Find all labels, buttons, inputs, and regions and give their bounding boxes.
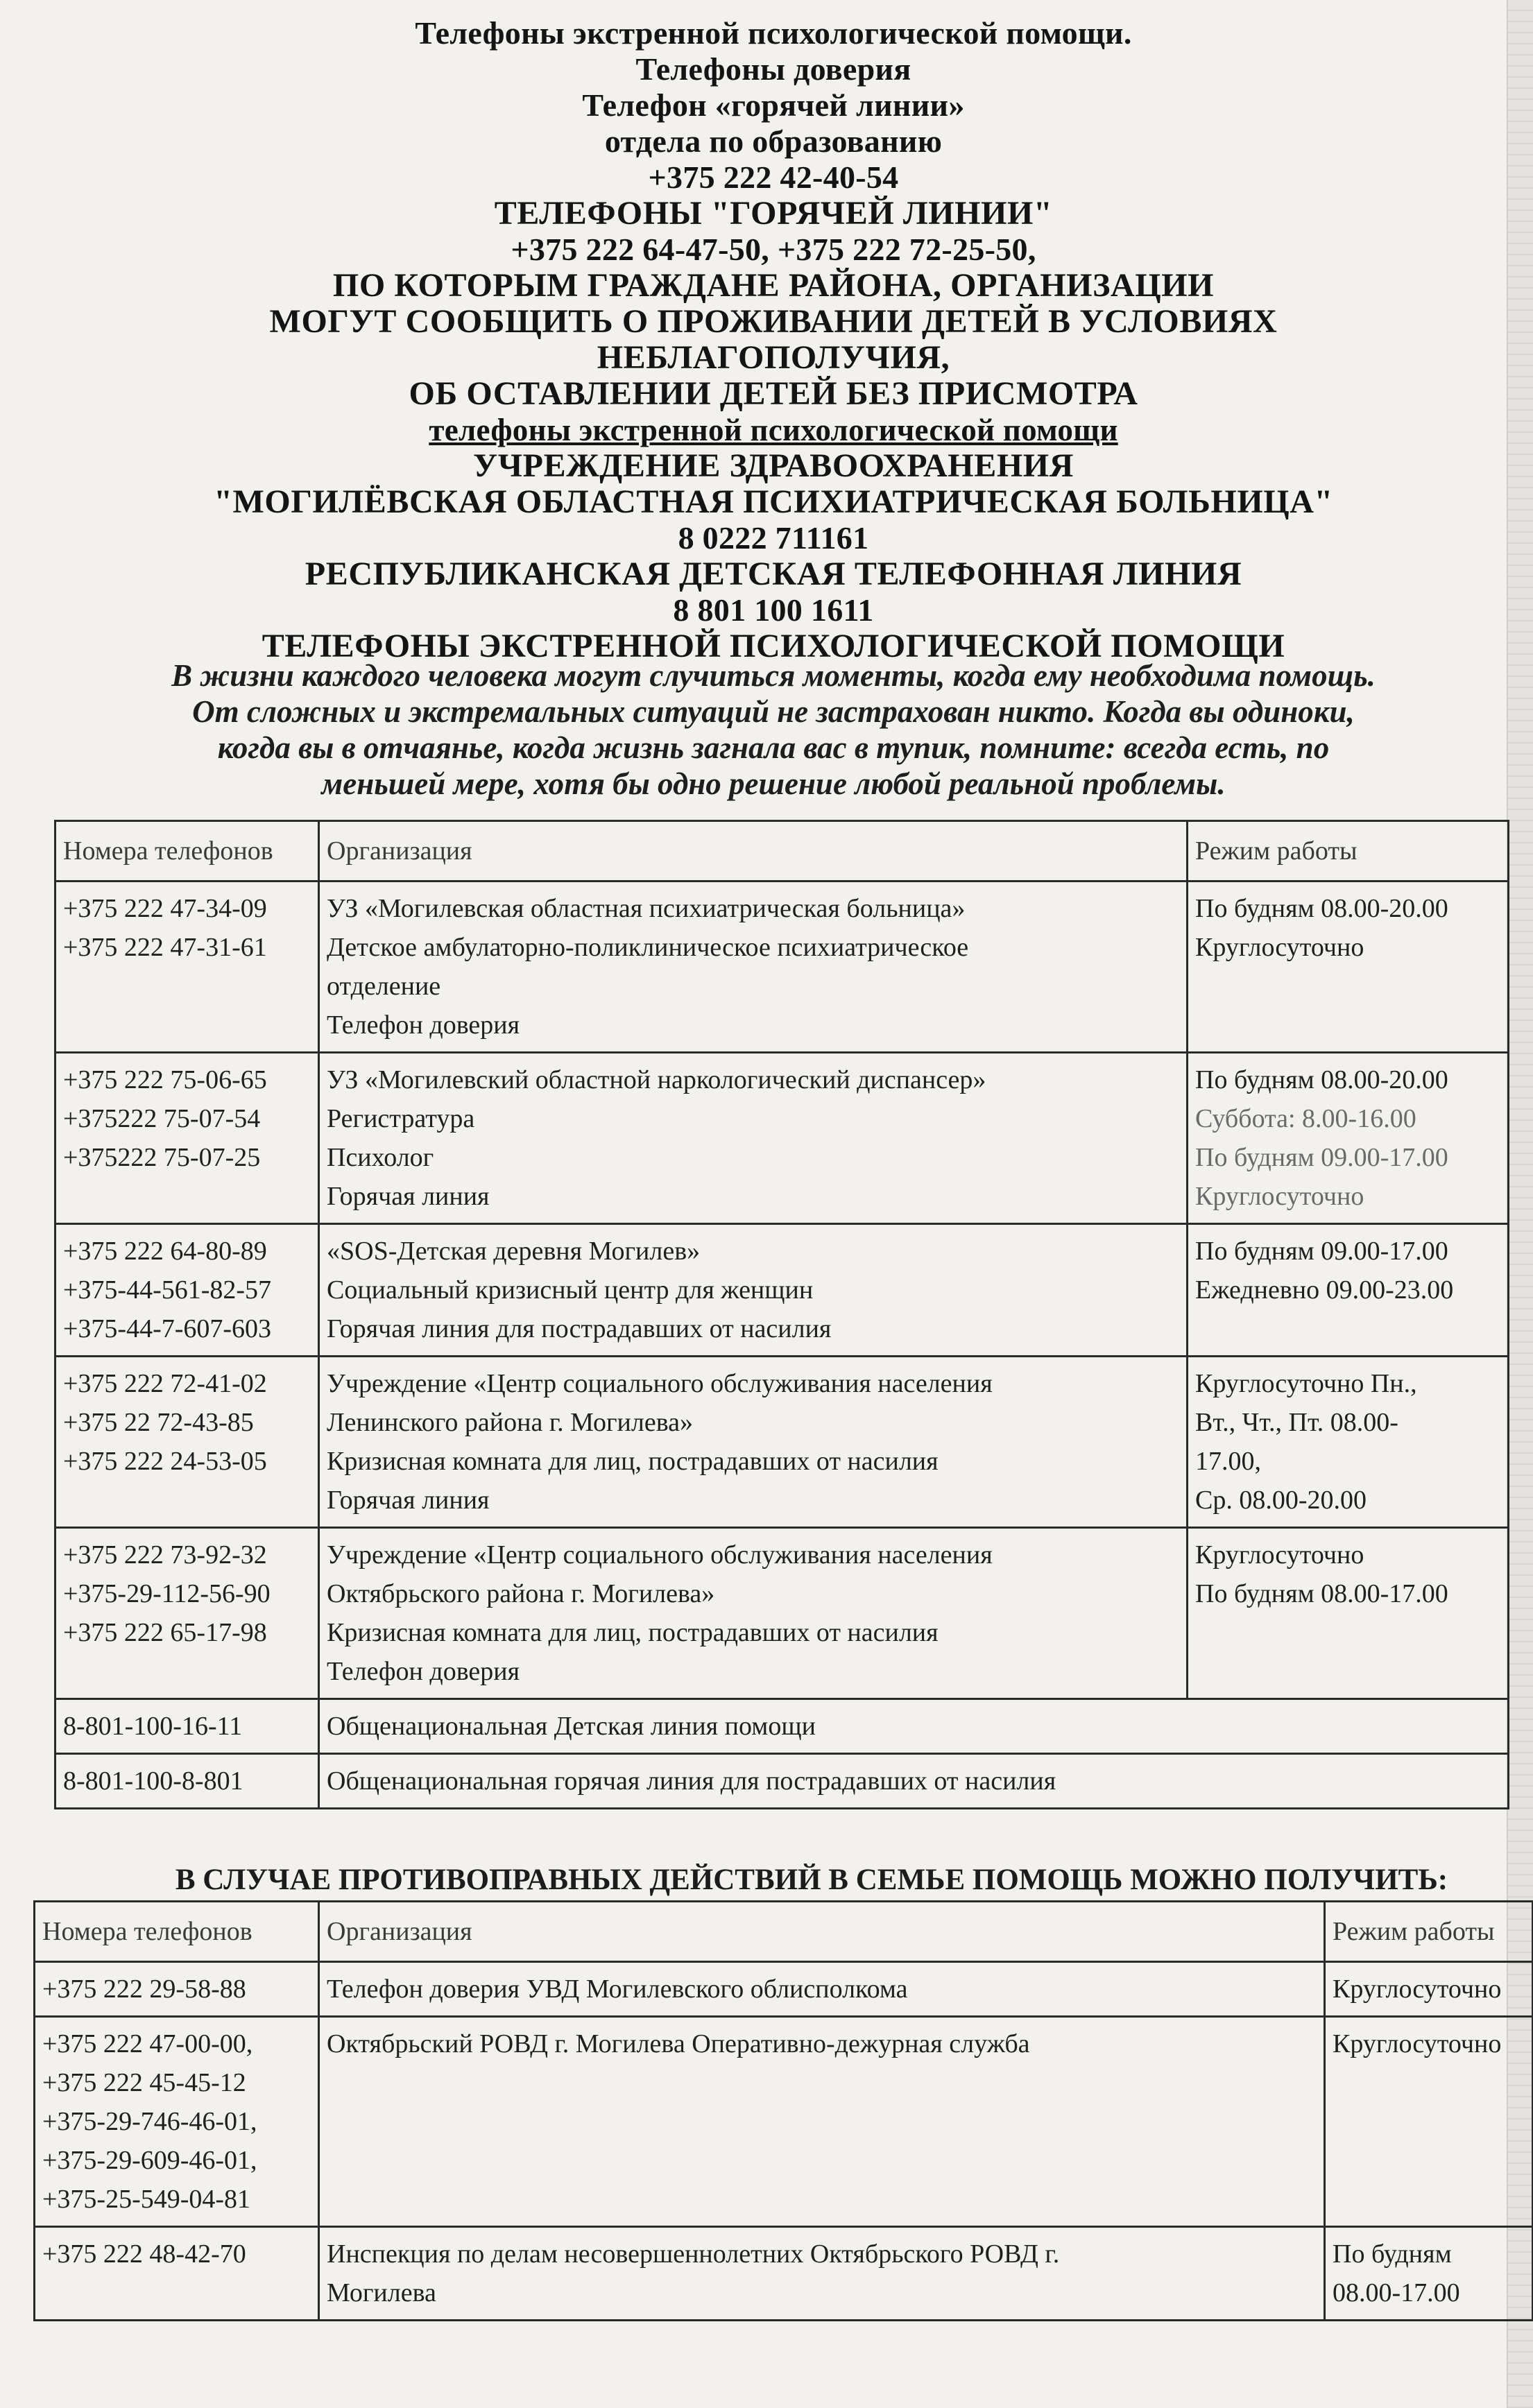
org-line: Ленинского района г. Могилева»: [327, 1408, 694, 1437]
organization-cell: [319, 882, 1188, 1053]
police-help-table: [33, 1900, 1533, 2321]
org-line: Телефон доверия УВД Могилевского облисполкома: [327, 1975, 908, 2004]
phone-number: 8-801-100-8-801: [63, 1766, 243, 1796]
document-header: [42, 15, 1505, 664]
hours-cell: [1325, 2227, 1533, 2321]
org-line: УЗ «Могилевский областной наркологический диспансер»: [327, 1065, 986, 1094]
phone-number: +375 222 47-00-00,: [42, 2029, 253, 2058]
phones-cell: [55, 1528, 319, 1699]
org-line: Инспекция по делам несовершеннолетних Октябрьского РОВД г.: [327, 2239, 1060, 2269]
hours-line: Круглосуточно: [1333, 1975, 1502, 2004]
hours-cell: [1188, 1053, 1509, 1224]
table-row: [35, 2227, 1533, 2321]
phone-number: +375 222 75-06-65: [63, 1065, 267, 1094]
intro-paragraph: [42, 657, 1505, 802]
header-line: отдела по образованию: [604, 123, 943, 159]
org-line: Октябрьского района г. Могилева»: [327, 1579, 715, 1608]
organization-cell: [319, 1754, 1509, 1809]
intro-line: От сложных и экстремальных ситуаций не застрахован никто. Когда вы одиноки,: [192, 694, 1355, 729]
hours-cell: [1325, 2017, 1533, 2227]
organization-cell: [319, 1699, 1509, 1754]
hours-line: По будням 09.00-17.00: [1195, 1237, 1448, 1266]
phone-number: +375-29-609-46-01,: [42, 2146, 257, 2175]
phone-number: +375 222 72-41-02: [63, 1369, 267, 1398]
header-line: +375 222 64-47-50, +375 222 72-25-50,: [511, 232, 1036, 267]
hours-line: По будням 08.00-20.00: [1195, 1065, 1448, 1094]
intro-line: меньшей мере, хотя бы одно решение любой реальной проблемы.: [321, 766, 1226, 801]
hours-line: Вт., Чт., Пт. 08.00-: [1195, 1408, 1398, 1437]
phone-number: +375222 75-07-54: [63, 1104, 261, 1133]
org-line: Октябрьский РОВД г. Могилева Оперативно-дежурная служба: [327, 2029, 1030, 2058]
hours-line: Круглосуточно: [1195, 933, 1364, 962]
table-row: [55, 1357, 1509, 1528]
header-line: Телефоны экстренной психологической помощи.: [415, 15, 1132, 51]
hours-line: Круглосуточно: [1195, 1540, 1364, 1570]
org-line: Социальный кризисный центр для женщин: [327, 1275, 814, 1305]
hours-cell: [1188, 1224, 1509, 1357]
hours-line: 08.00-17.00: [1333, 2278, 1460, 2307]
hours-line: 17.00,: [1195, 1447, 1261, 1476]
hours-line: Ежедневно 09.00-23.00: [1195, 1275, 1454, 1305]
column-header-hours: Режим работы: [1188, 821, 1509, 882]
hours-line: Суббота: 8.00-16.00: [1195, 1104, 1416, 1133]
table-row: [55, 882, 1509, 1053]
org-line: Горячая линия: [327, 1486, 490, 1515]
header-line: телефоны экстренной психологической помощи: [429, 413, 1118, 447]
header-line: 8 0222 711161: [678, 520, 869, 556]
org-line: УЗ «Могилевская областная психиатрическая больница»: [327, 894, 966, 923]
org-line: Горячая линия для пострадавших от насилия: [327, 1314, 832, 1343]
phone-number: +375 222 45-45-12: [42, 2068, 246, 2097]
org-line: Кризисная комната для лиц, пострадавших от насилия: [327, 1447, 939, 1476]
header-line: ТЕЛЕФОНЫ "ГОРЯЧЕЙ ЛИНИИ": [494, 195, 1053, 232]
column-header-phones: Номера телефонов: [35, 1902, 319, 1962]
hours-line: Круглосуточно: [1333, 2029, 1502, 2058]
org-line: отделение: [327, 972, 441, 1001]
psychological-help-table: [54, 820, 1509, 1809]
section-title: В СЛУЧАЕ ПРОТИВОПРАВНЫХ ДЕЙСТВИЙ В СЕМЬЕ ПОМОЩЬ МОЖНО ПОЛУЧИТЬ:: [175, 1864, 1448, 1896]
phone-number: +375 222 47-34-09: [63, 894, 267, 923]
org-line: Телефон доверия: [327, 1657, 520, 1686]
phone-number: 8-801-100-16-11: [63, 1712, 243, 1741]
header-line: НЕБЛАГОПОЛУЧИЯ,: [597, 339, 950, 376]
header-line: ТЕЛЕФОНЫ ЭКСТРЕННОЙ ПСИХОЛОГИЧЕСКОЙ ПОМОЩИ: [262, 628, 1285, 664]
org-line: Психолог: [327, 1143, 434, 1172]
hours-line: По будням 08.00-17.00: [1195, 1579, 1448, 1608]
column-header-hours: Режим работы: [1325, 1902, 1533, 1962]
phones-cell: [35, 1962, 319, 2017]
table-row: [55, 1528, 1509, 1699]
phone-number: +375-44-561-82-57: [63, 1275, 272, 1305]
phone-number: +375 222 73-92-32: [63, 1540, 267, 1570]
table-row: [55, 1754, 1509, 1809]
organization-cell: [319, 1962, 1325, 2017]
phone-number: +375 222 48-42-70: [42, 2239, 246, 2269]
hours-line: По будням: [1333, 2239, 1452, 2269]
org-line: Телефон доверия: [327, 1011, 520, 1040]
phone-number: +375-44-7-607-603: [63, 1314, 272, 1343]
table-row: [55, 1224, 1509, 1357]
organization-cell: [319, 1357, 1188, 1528]
table-row: [55, 1053, 1509, 1224]
phones-cell: [35, 2017, 319, 2227]
phone-number: +375-29-112-56-90: [63, 1579, 271, 1608]
phones-cell: [55, 1699, 319, 1754]
org-line: Общенациональная Детская линия помощи: [327, 1712, 816, 1741]
hours-line: Ср. 08.00-20.00: [1195, 1486, 1367, 1515]
phone-number: +375 222 47-31-61: [63, 933, 267, 962]
intro-line: когда вы в отчаянье, когда жизнь загнала вас в тупик, помните: всегда есть, по: [217, 730, 1330, 765]
table-row: [35, 2017, 1533, 2227]
header-line: +375 222 42-40-54: [648, 160, 899, 195]
header-line: "МОГИЛЁВСКАЯ ОБЛАСТНАЯ ПСИХИАТРИЧЕСКАЯ БОЛЬНИЦА": [214, 483, 1333, 520]
org-line: Могилева: [327, 2278, 436, 2307]
header-line: Телефон «горячей линии»: [582, 87, 965, 123]
organization-cell: [319, 1224, 1188, 1357]
phone-number: +375222 75-07-25: [63, 1143, 261, 1172]
org-line: «SOS-Детская деревня Могилев»: [327, 1237, 701, 1266]
table-header-row: [35, 1902, 1533, 1962]
phone-number: +375 222 24-53-05: [63, 1447, 267, 1476]
hours-cell: [1188, 1528, 1509, 1699]
org-line: Регистратура: [327, 1104, 475, 1133]
header-line: ОБ ОСТАВЛЕНИИ ДЕТЕЙ БЕЗ ПРИСМОТРА: [409, 375, 1138, 412]
organization-cell: [319, 2017, 1325, 2227]
phones-cell: [55, 1357, 319, 1528]
org-line: Учреждение «Центр социального обслуживания населения: [327, 1369, 993, 1398]
org-line: Детское амбулаторно-поликлиническое психиатрическое: [327, 933, 969, 962]
header-line: УЧРЕЖДЕНИЕ ЗДРАВООХРАНЕНИЯ: [473, 447, 1074, 484]
table-row: [55, 1699, 1509, 1754]
header-line: Телефоны доверия: [635, 51, 911, 87]
intro-line: В жизни каждого человека могут случиться моменты, когда ему необходима помощь.: [171, 658, 1376, 693]
header-line: ПО КОТОРЫМ ГРАЖДАНЕ РАЙОНА, ОРГАНИЗАЦИИ: [332, 267, 1215, 304]
hours-line: По будням 09.00-17.00: [1195, 1143, 1448, 1172]
phone-number: +375 222 64-80-89: [63, 1237, 267, 1266]
table-row: [35, 1962, 1533, 2017]
phones-cell: [35, 2227, 319, 2321]
org-line: Общенациональная горячая линия для пострадавших от насилия: [327, 1766, 1056, 1796]
column-header-organization: Организация: [319, 1902, 1325, 1962]
hours-cell: [1188, 882, 1509, 1053]
phone-number: +375 222 29-58-88: [42, 1975, 246, 2004]
hours-line: По будням 08.00-20.00: [1195, 894, 1448, 923]
organization-cell: [319, 2227, 1325, 2321]
phones-cell: [55, 1754, 319, 1809]
hours-cell: [1188, 1357, 1509, 1528]
phones-cell: [55, 1224, 319, 1357]
header-line: 8 801 100 1611: [673, 592, 874, 628]
hours-line: Круглосуточно: [1195, 1182, 1364, 1211]
column-header-organization: Организация: [319, 821, 1188, 882]
phones-cell: [55, 882, 319, 1053]
org-line: Кризисная комната для лиц, пострадавших от насилия: [327, 1618, 939, 1647]
organization-cell: [319, 1053, 1188, 1224]
header-line: МОГУТ СООБЩИТЬ О ПРОЖИВАНИИ ДЕТЕЙ В УСЛОВИЯХ: [269, 303, 1278, 340]
phone-number: +375 222 65-17-98: [63, 1618, 267, 1647]
header-line: РЕСПУБЛИКАНСКАЯ ДЕТСКАЯ ТЕЛЕФОННАЯ ЛИНИЯ: [305, 556, 1242, 592]
organization-cell: [319, 1528, 1188, 1699]
org-line: Горячая линия: [327, 1182, 490, 1211]
phone-number: +375 22 72-43-85: [63, 1408, 254, 1437]
org-line: Учреждение «Центр социального обслуживания населения: [327, 1540, 993, 1570]
table-header-row: [55, 821, 1509, 882]
hours-cell: [1325, 1962, 1533, 2017]
phones-cell: [55, 1053, 319, 1224]
hours-line: Круглосуточно Пн.,: [1195, 1369, 1417, 1398]
column-header-phones: Номера телефонов: [55, 821, 319, 882]
phone-number: +375-29-746-46-01,: [42, 2107, 257, 2136]
phone-number: +375-25-549-04-81: [42, 2185, 251, 2214]
